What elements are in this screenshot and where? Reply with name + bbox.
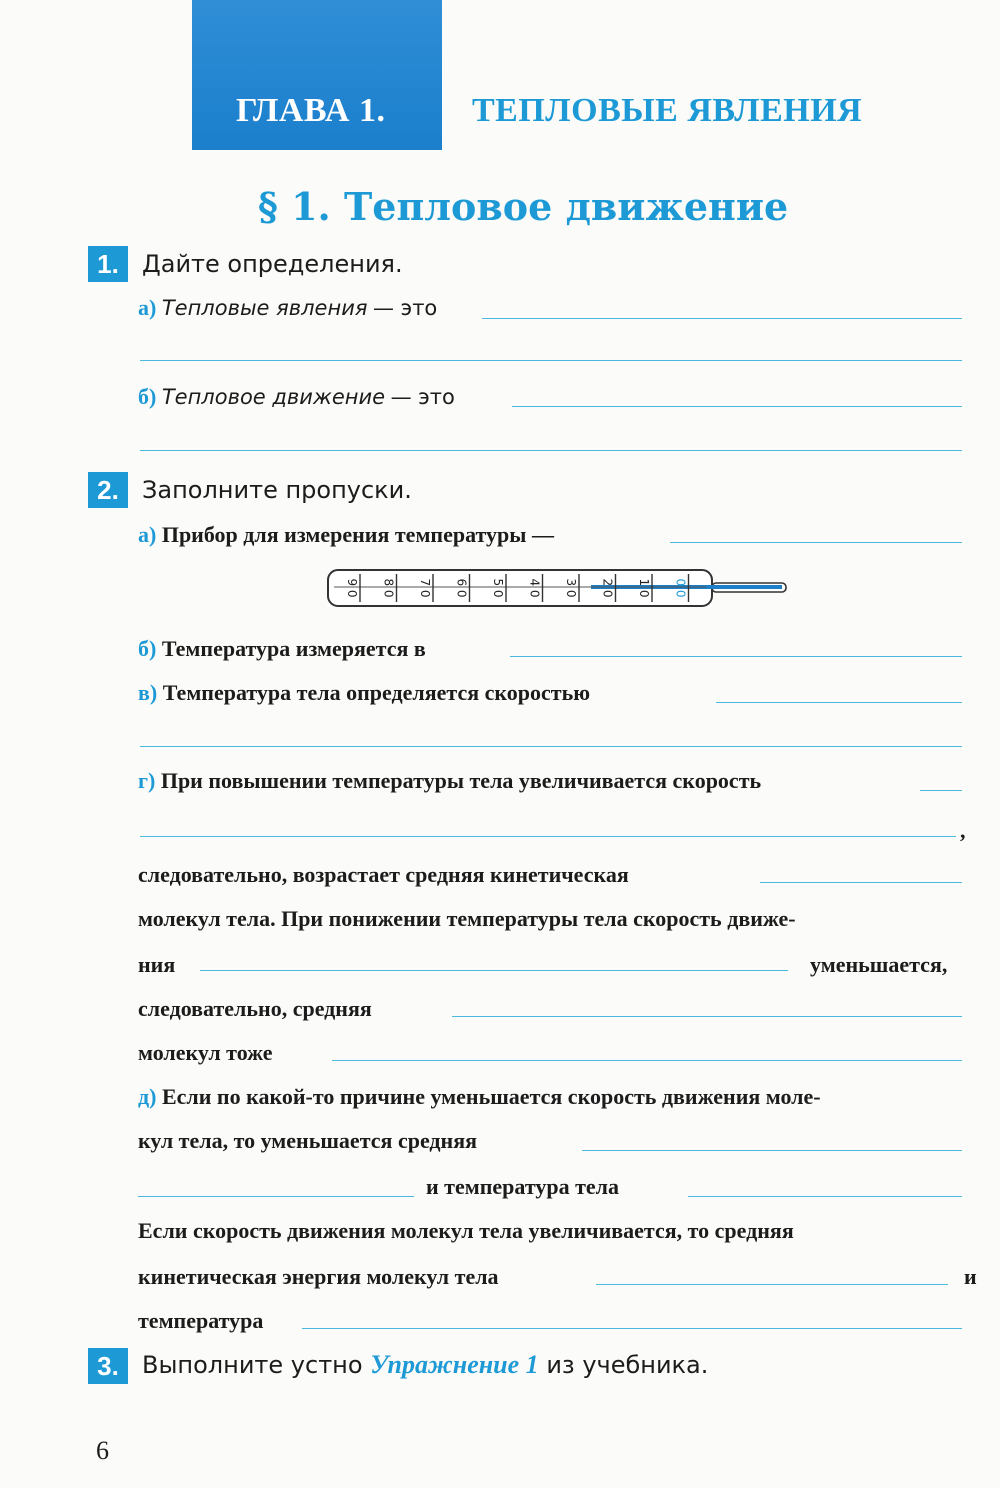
chapter-title: ТЕПЛОВЫЕ ЯВЛЕНИЯ [472,92,863,129]
task2-item-v [138,680,590,706]
term: Тепловые явления [161,296,368,320]
answer-line[interactable] [512,406,962,407]
task2-item-g [138,768,761,794]
task-number-2: 2. [88,472,128,508]
task-number-3: 3. [88,1348,128,1384]
answer-line[interactable] [332,1060,962,1061]
task2-g-line4-start: ния [138,952,176,977]
thermometer-tick-label: 9 0 [345,578,359,598]
answer-line[interactable] [302,1328,962,1329]
task2-d-line5-end: и [964,1264,977,1289]
answer-line[interactable] [200,970,788,971]
task-heading-3 [142,1350,708,1380]
comma: , [960,818,966,843]
item-text: При повышении температуры тела увеличивается скорость [160,768,762,793]
task3-text-before: Выполните устно [142,1351,363,1379]
answer-line[interactable] [688,1196,962,1197]
answer-line[interactable] [482,318,962,319]
answer-line[interactable] [140,360,962,361]
task2-g-line2: следовательно, возрастает средняя кинетическая [138,862,629,887]
section-title: § 1. Тепловое движение [258,184,789,229]
answer-line[interactable] [140,746,962,747]
answer-line[interactable] [920,790,962,791]
answer-line[interactable] [452,1016,962,1017]
answer-line[interactable] [670,542,962,543]
item-text: Температура измеряется в [161,636,426,661]
thermometer-tick-label: 6 0 [454,578,469,598]
task2-g-line3: молекул тела. При понижении температуры тела скорость движе- [138,906,796,931]
task-heading-2: Заполните пропуски. [142,476,412,504]
item-label: а) [138,522,157,547]
answer-line[interactable] [140,450,962,451]
item-label: в) [138,680,158,705]
exercise-reference[interactable]: Упражнение 1 [370,1350,539,1379]
suffix: — это [390,385,455,409]
answer-line[interactable] [716,702,962,703]
suffix: — это [373,296,438,320]
task2-g-line5: следовательно, средняя [138,996,372,1021]
thermometer-tick-label: 1 0 [637,578,651,598]
item-label: б) [138,636,157,661]
task2-item-d [138,1084,821,1110]
answer-line[interactable] [510,656,962,657]
task-number-1: 1. [88,246,128,282]
chapter-label: ГЛАВА 1. [236,92,386,129]
task2-item-a [138,522,554,548]
answer-line[interactable] [140,836,956,837]
term: Тепловое движение [161,385,386,409]
task2-d-line5-start: кинетическая энергия молекул тела [138,1264,499,1289]
answer-line[interactable] [138,1196,414,1197]
item-text: Прибор для измерения температуры — [161,522,554,547]
task1-item-b [138,384,455,410]
item-label: д) [138,1084,157,1109]
thermometer-tick-label: 8 0 [381,578,396,598]
task2-d-line6: температура [138,1308,264,1333]
task2-d-line2: кул тела, то уменьшается средняя [138,1128,478,1153]
answer-line[interactable] [596,1284,948,1285]
thermometer-tick-label: 7 0 [418,578,432,598]
item-text: Температура тела определяется скоростью [162,680,591,705]
item-text: Если по какой-то причине уменьшается скорость движения моле- [161,1084,821,1109]
thermometer-tick-label: 5 0 [491,578,505,598]
thermometer-tick-label: 2 0 [600,578,615,598]
thermometer-tick-label: 0 0 [673,578,688,598]
thermometer-tick-label: 3 0 [564,578,578,598]
item-label: а) [138,295,157,320]
item-label: б) [138,384,157,409]
answer-line[interactable] [760,882,962,883]
page-number: 6 [96,1436,109,1465]
thermometer-tick-label: 4 0 [527,578,542,598]
task1-item-a [138,295,437,321]
task2-g-line6: молекул тоже [138,1040,273,1065]
task2-g-line4-end: уменьшается, [810,952,948,977]
item-label: г) [138,768,156,793]
task3-text-after: из учебника. [546,1351,709,1379]
task2-item-b [138,636,426,662]
answer-line[interactable] [582,1150,962,1151]
task-heading-1: Дайте определения. [142,250,403,278]
task2-d-line4: Если скорость движения молекул тела увеличивается, то средняя [138,1218,794,1243]
thermometer-illustration [326,566,796,614]
task2-d-line3: и температура тела [426,1174,620,1199]
